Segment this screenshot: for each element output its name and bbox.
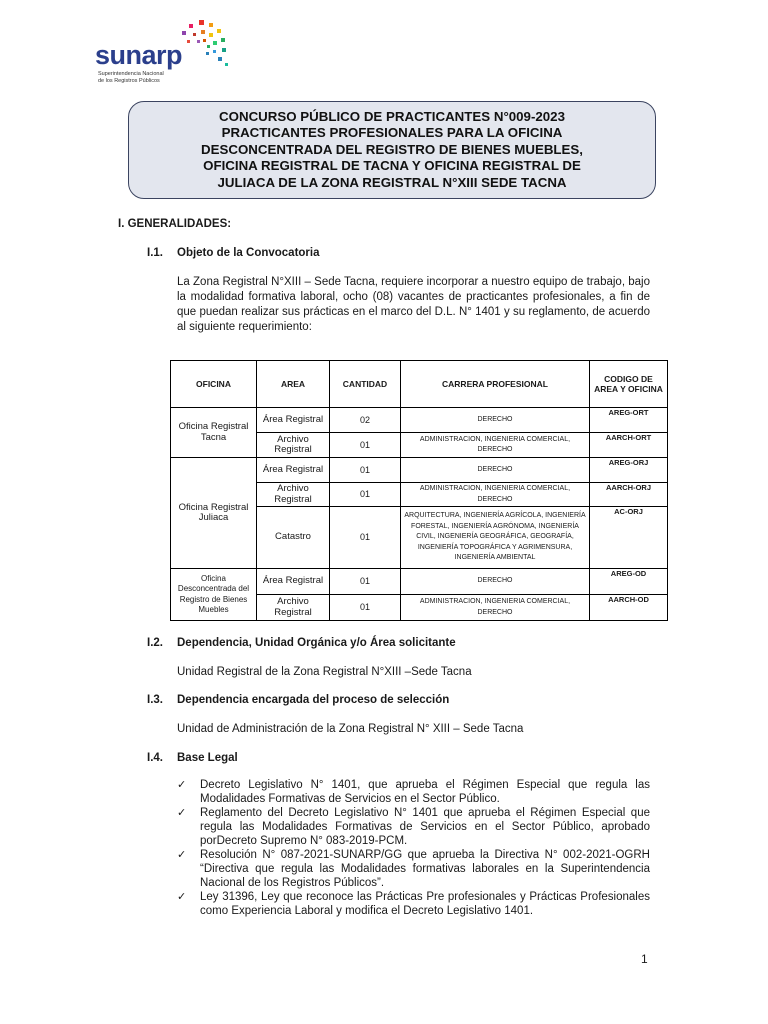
section-title-base-legal: Base Legal [177,752,238,764]
header-carrera: CARRERA PROFESIONAL [401,361,590,408]
logo-subtitle-2: de los Registros Públicos [98,78,160,84]
title-box [128,101,656,199]
title-line: OFICINA REGISTRAL DE TACNA Y OFICINA REGISTRAL DE [203,158,581,174]
table-row [171,458,668,483]
list-item [177,890,650,918]
list-item-text: Resolución N° 087-2021-SUNARP/GG que aprueba la Directiva N° 002-2021-OGRH “Directiva que regula las Modalidades formativas laborales en la Superintendencia Nacional de los Registros Públicos”. [200,849,650,889]
cell-cantidad: 01 [330,595,401,621]
section-number-1-3: I.3. [147,694,163,706]
page-number: 1 [641,952,648,966]
sunarp-logo [95,18,230,88]
cell-area: Área Registral [257,458,330,483]
cell-carrera: ADMINISTRACION, INGENIERIA COMERCIAL, DERECHO [401,483,590,507]
cell-area: Archivo Registral [257,483,330,507]
table-header-row [171,361,668,408]
cell-cantidad: 01 [330,433,401,458]
logo-wordmark: sunarp [95,40,183,70]
section-number-1-2: I.2. [147,637,163,649]
checkmark-icon: ✓ [177,891,187,903]
list-item [177,778,650,806]
cell-oficina: Oficina Registral Juliaca [171,458,257,569]
cell-area: Catastro [257,507,330,569]
title-line: CONCURSO PÚBLICO DE PRACTICANTES N°009-2023 [219,108,565,124]
checkmark-icon: ✓ [177,807,187,819]
header-oficina: OFICINA [171,361,257,408]
section-text-objeto: La Zona Registral N°XIII – Sede Tacna, requiere incorporar a nuestro equipo de trabajo, bajo la modalidad formativa laboral, ocho (08) vacantes de practicantes profesionales, a fin de que puedan realizar sus prácticas en el marco del D.L. N° 1401 y su reglamento, de acuerdo al siguiente requerimiento: [177,276,650,333]
cell-carrera: ARQUITECTURA, INGENIERÍA AGRÍCOLA, INGENIERÍA FORESTAL, INGENIERÍA AGRÓNOMA, INGENIERÍA CIVIL, INGENIERÍA GEOGRÁFICA, GEOGRAFÍA, INGENIERÍA TOPOGRÁFICA Y AGRIMENSURA, INGENIERÍA AMBIENTAL [401,507,590,569]
cell-cantidad: 01 [330,483,401,507]
cell-area: Área Registral [257,569,330,595]
requirements-table [170,360,668,621]
section-number-1-1: I.1. [147,247,163,259]
list-item-text: Decreto Legislativo N° 1401, que aprueba el Régimen Especial que regula las Modalidades Formativas de Servicios en el Sector Público. [200,779,650,805]
cell-carrera: DERECHO [401,569,590,595]
section-text-dependencia: Unidad Registral de la Zona Registral N°XIII –Sede Tacna [177,666,472,678]
table-row [171,408,668,433]
cell-codigo: AARCH-ORT [590,433,668,458]
list-item-text: Reglamento del Decreto Legislativo N° 1401 que aprueba el Régimen Especial que regula las Modalidades Formativas de Servicios en el Sector Público, aprobado porDecreto Supremo N° 083-2019-PCM. [200,807,650,847]
section-number-1-4: I.4. [147,752,163,764]
cell-area: Área Registral [257,408,330,433]
header-area: AREA [257,361,330,408]
base-legal-list [177,778,650,918]
cell-codigo: AREG-OD [590,569,668,595]
cell-codigo: AARCH-ORJ [590,483,668,507]
title-line: PRACTICANTES PROFESIONALES PARA LA OFICINA [221,125,563,141]
cell-carrera: DERECHO [401,458,590,483]
cell-area: Archivo Registral [257,595,330,621]
cell-cantidad: 02 [330,408,401,433]
cell-codigo: AREG-ORJ [590,458,668,483]
cell-cantidad: 01 [330,569,401,595]
cell-area: Archivo Registral [257,433,330,458]
section-text-seleccion: Unidad de Administración de la Zona Registral N° XIII – Sede Tacna [177,723,524,735]
cell-carrera: ADMINISTRACION, INGENIERIA COMERCIAL, DERECHO [401,595,590,621]
cell-cantidad: 01 [330,458,401,483]
cell-oficina: Oficina Desconcentrada del Registro de Bienes Muebles [171,569,257,621]
header-codigo: CODIGO DE AREA Y OFICINA [590,361,668,408]
cell-carrera: DERECHO [401,408,590,433]
section-title-seleccion: Dependencia encargada del proceso de selección [177,694,450,706]
header-cantidad: CANTIDAD [330,361,401,408]
section-title-objeto: Objeto de la Convocatoria [177,247,320,259]
cell-carrera: ADMINISTRACION, INGENIERIA COMERCIAL, DERECHO [401,433,590,458]
section-title-dependencia: Dependencia, Unidad Orgánica y/o Área solicitante [177,637,456,649]
title-line: DESCONCENTRADA DEL REGISTRO DE BIENES MUEBLES, [201,141,583,157]
checkmark-icon: ✓ [177,849,187,861]
list-item [177,806,650,848]
title-line: JULIACA DE LA ZONA REGISTRAL N°XIII SEDE TACNA [217,174,567,190]
cell-codigo: AC-ORJ [590,507,668,569]
checkmark-icon: ✓ [177,779,187,791]
cell-oficina: Oficina Registral Tacna [171,408,257,458]
table-row [171,569,668,595]
cell-cantidad: 01 [330,507,401,569]
cell-codigo: AREG-ORT [590,408,668,433]
list-item [177,848,650,890]
section-heading-generalidades: I. GENERALIDADES: [118,218,232,230]
logo-subtitle-1: Superintendencia Nacional [98,71,164,77]
list-item-text: Ley 31396, Ley que reconoce las Prácticas Pre profesionales y Prácticas Profesionales como Experiencia Laboral y modifica el Decreto Legislativo 1401. [200,891,650,917]
cell-codigo: AARCH-OD [590,595,668,621]
